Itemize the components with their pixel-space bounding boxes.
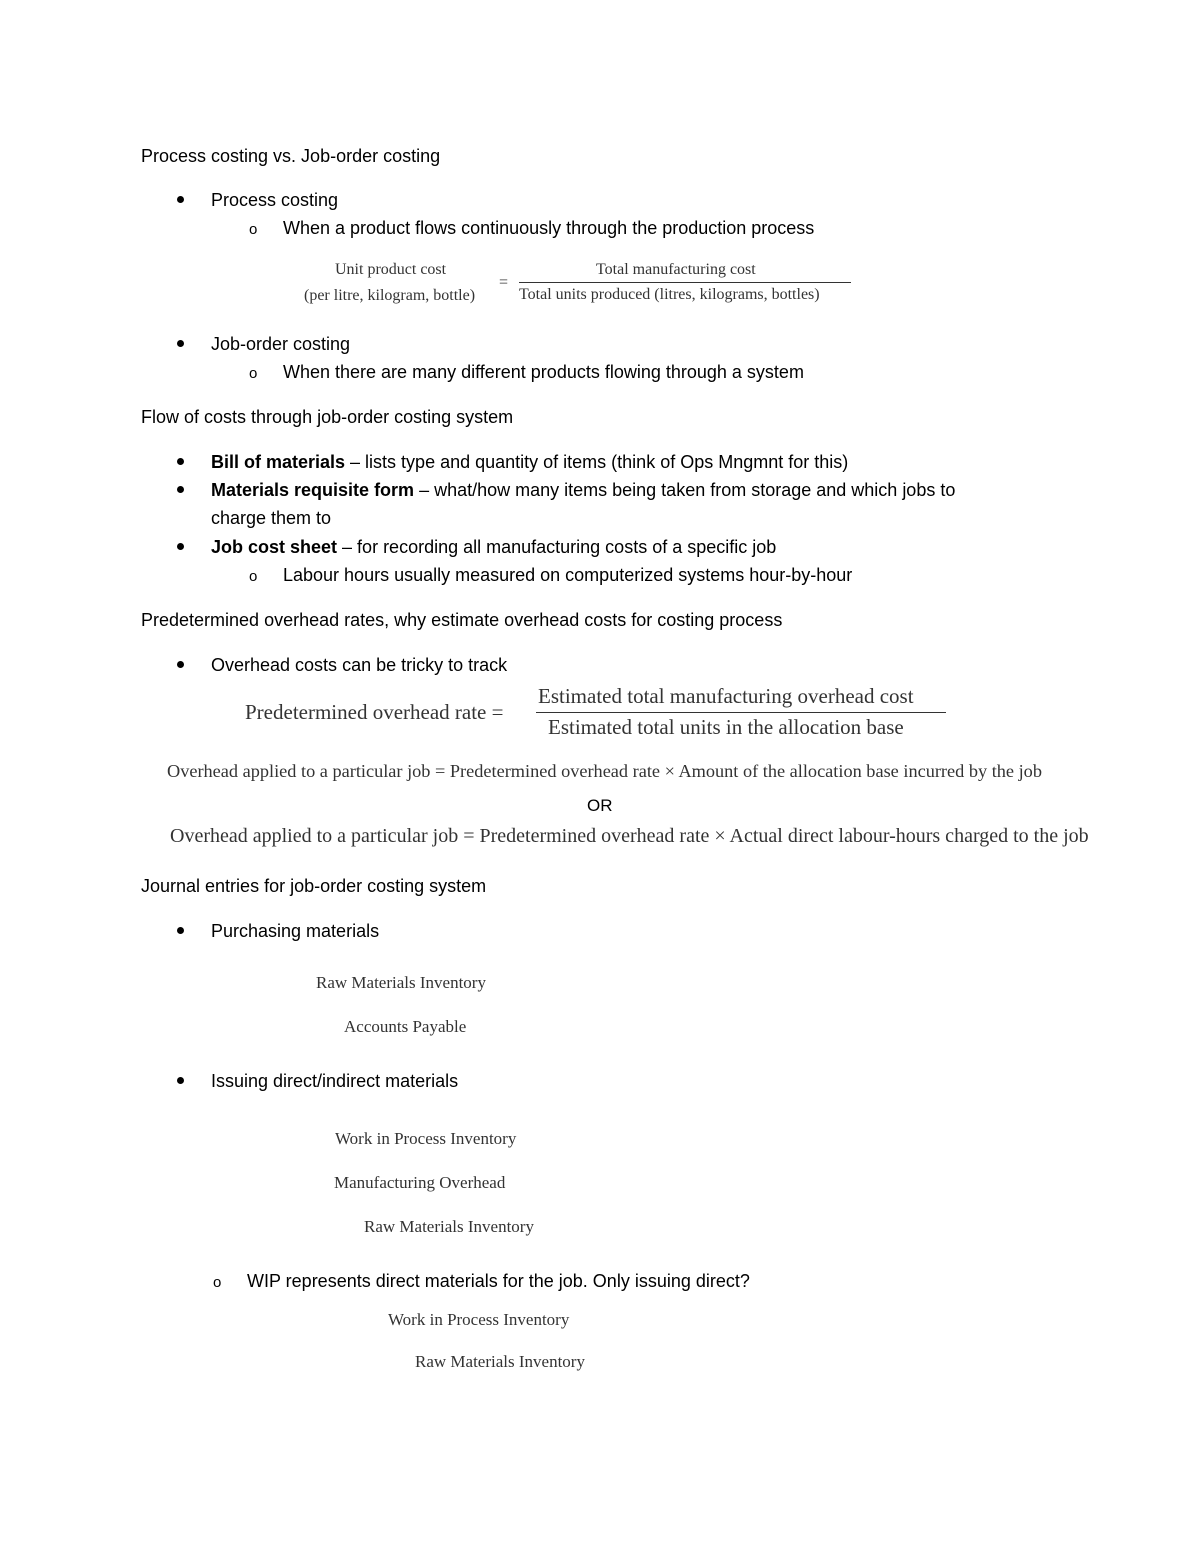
section-heading-flow-of-costs: Flow of costs through job-order costing system bbox=[141, 407, 514, 427]
formula-equals: = bbox=[499, 274, 509, 291]
entry1-debit-account: Raw Materials Inventory bbox=[316, 973, 486, 992]
entry3-credit-account: Raw Materials Inventory bbox=[415, 1352, 585, 1371]
bullet-icon bbox=[177, 1077, 184, 1084]
overhead-applied-formula-1: Overhead applied to a particular job = Predetermined overhead rate × Amount of the allocation base incurred by the job bbox=[167, 761, 1042, 781]
entry1-credit-account: Accounts Payable bbox=[344, 1017, 467, 1036]
sub-bullet-icon: o bbox=[249, 221, 258, 238]
formula-unit-cost-label: Unit product cost bbox=[335, 261, 447, 278]
formula-numerator: Total manufacturing cost bbox=[596, 261, 756, 278]
desc-bill-of-materials: – lists type and quantity of items (think of Ops Mngmnt for this) bbox=[345, 452, 849, 472]
entry2-debit-account-wip: Work in Process Inventory bbox=[335, 1129, 517, 1148]
formula-unit-cost-sublabel: (per litre, kilogram, bottle) bbox=[304, 287, 476, 304]
sub-bullet-icon: o bbox=[249, 365, 258, 382]
sub-bullet-icon: o bbox=[213, 1274, 222, 1291]
bullet-icon bbox=[177, 543, 184, 550]
bullet-overhead-costs: Overhead costs can be tricky to track bbox=[211, 655, 508, 675]
overhead-applied-formula-2: Overhead applied to a particular job = Predetermined overhead rate × Actual direct labour-hours charged to the job bbox=[170, 825, 1089, 847]
bullet-icon bbox=[177, 927, 184, 934]
bullet-icon bbox=[177, 196, 184, 203]
section-heading-process-vs-job: Process costing vs. Job-order costing bbox=[141, 146, 441, 166]
rate-formula-left: Predetermined overhead rate = bbox=[245, 700, 504, 724]
bullet-materials-requisite-form-cont: charge them to bbox=[211, 508, 332, 528]
entry3-debit-account: Work in Process Inventory bbox=[388, 1310, 570, 1329]
bullet-purchasing-materials: Purchasing materials bbox=[211, 921, 380, 941]
sub-bullet-wip-direct: WIP represents direct materials for the job. Only issuing direct? bbox=[247, 1271, 750, 1291]
term-bill-of-materials: Bill of materials bbox=[211, 452, 346, 472]
term-job-cost-sheet: Job cost sheet bbox=[211, 537, 338, 557]
sub-bullet-labour-hours: Labour hours usually measured on computerized systems hour-by-hour bbox=[283, 565, 853, 585]
bullet-job-order-costing: Job-order costing bbox=[211, 334, 351, 354]
entry2-debit-account-overhead: Manufacturing Overhead bbox=[334, 1173, 506, 1192]
bullet-bill-of-materials bbox=[211, 451, 848, 473]
section-heading-predetermined-overhead: Predetermined overhead rates, why estimate overhead costs for costing process bbox=[141, 610, 783, 630]
bullet-process-costing: Process costing bbox=[211, 190, 339, 210]
bullet-materials-requisite-form bbox=[211, 479, 955, 501]
bullet-icon bbox=[177, 486, 184, 493]
or-separator: OR bbox=[587, 796, 613, 815]
rate-formula-numerator: Estimated total manufacturing overhead cost bbox=[538, 684, 914, 708]
desc-job-cost-sheet: – for recording all manufacturing costs of a specific job bbox=[337, 537, 777, 557]
bullet-icon bbox=[177, 340, 184, 347]
bullet-job-cost-sheet bbox=[211, 536, 776, 558]
sub-bullet-icon: o bbox=[249, 568, 258, 585]
entry2-credit-account: Raw Materials Inventory bbox=[364, 1217, 534, 1236]
bullet-issuing-materials: Issuing direct/indirect materials bbox=[211, 1071, 459, 1091]
rate-formula-denominator: Estimated total units in the allocation base bbox=[548, 715, 904, 739]
formula-denominator: Total units produced (litres, kilograms, bottles) bbox=[519, 286, 820, 303]
fraction-bar bbox=[536, 712, 946, 713]
section-heading-journal-entries: Journal entries for job-order costing system bbox=[141, 876, 487, 896]
bullet-icon bbox=[177, 458, 184, 465]
sub-bullet-process-costing: When a product flows continuously through the production process bbox=[283, 218, 815, 238]
desc-materials-requisite-form: – what/how many items being taken from storage and which jobs to bbox=[414, 480, 956, 500]
term-materials-requisite-form: Materials requisite form bbox=[211, 480, 415, 500]
fraction-bar bbox=[519, 282, 851, 283]
sub-bullet-job-order: When there are many different products flowing through a system bbox=[283, 362, 804, 382]
bullet-icon bbox=[177, 661, 184, 668]
